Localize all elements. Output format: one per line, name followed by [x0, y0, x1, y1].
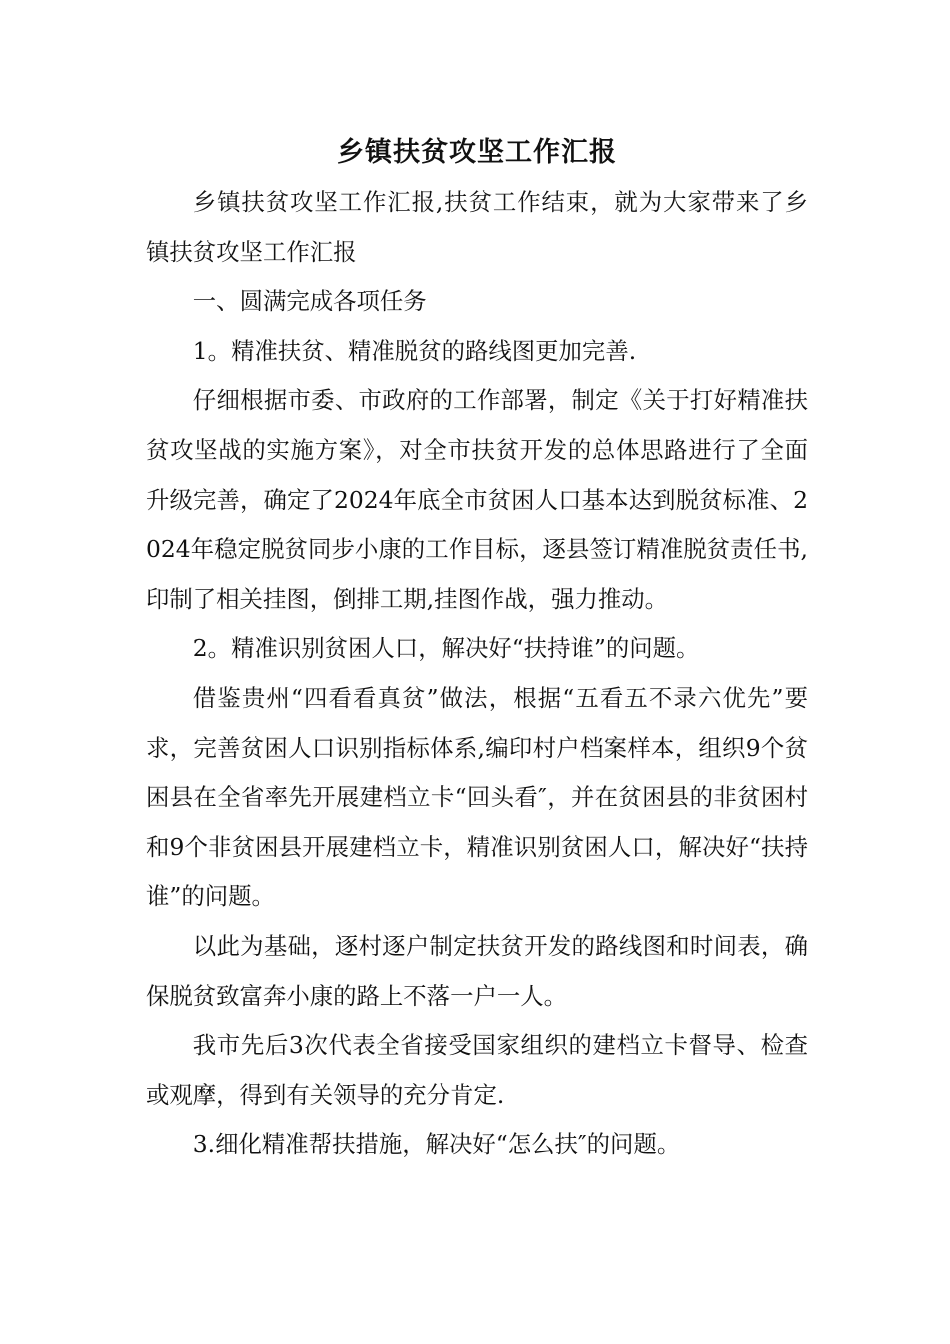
subheading-2: 2。精准识别贫困人口，解决好“扶持谁”的问题。 [192, 634, 700, 663]
document-page [146, 128, 808, 1170]
subheading-3: 3.细化精准帮扶措施，解决好“怎么扶″的问题。 [192, 1130, 681, 1159]
paragraph-body-2: 借鉴贵州“四看看真贫”做法，根据“五看五不录六优先”要求，完善贫困人口识别指标体系,编印村户档案样本，组织9个贫困县在全省率先开展建档立卡“回头看″，并在贫困县的非贫困村和9个非贫困县开展建档立卡，精准识别贫困人口，解决好“扶持谁”的问题。 [146, 683, 808, 911]
paragraph-body-3: 以此为基础，逐村逐户制定扶贫开发的路线图和时间表，确保脱贫致富奔小康的路上不落一户一人。 [146, 931, 808, 1010]
section-heading-1: 一、圆满完成各项任务 [192, 287, 427, 316]
document-title: 乡镇扶贫攻坚工作汇报 [337, 137, 617, 168]
paragraph-body-4: 我市先后3次代表全省接受国家组织的建档立卡督导、检查或观摩，得到有关领导的充分肯定. [146, 1031, 808, 1109]
paragraph-body-1: 仔细根据市委、市政府的工作部署，制定《关于打好精准扶贫攻坚战的实施方案》，对全市扶贫开发的总体思路进行了全面升级完善，确定了2024年底全市贫困人口基本达到脱贫标准、2024年稳定脱贫同步小康的工作目标，逐县签订精准脱贫责任书,印制了相关挂图，倒排工期,挂图作战，强力推动。 [146, 386, 808, 613]
subheading-1: 1。精准扶贫、精准脱贫的路线图更加完善. [192, 336, 637, 365]
paragraph-intro: 乡镇扶贫攻坚工作汇报,扶贫工作结束，就为大家带来了乡镇扶贫攻坚工作汇报 [146, 188, 808, 266]
